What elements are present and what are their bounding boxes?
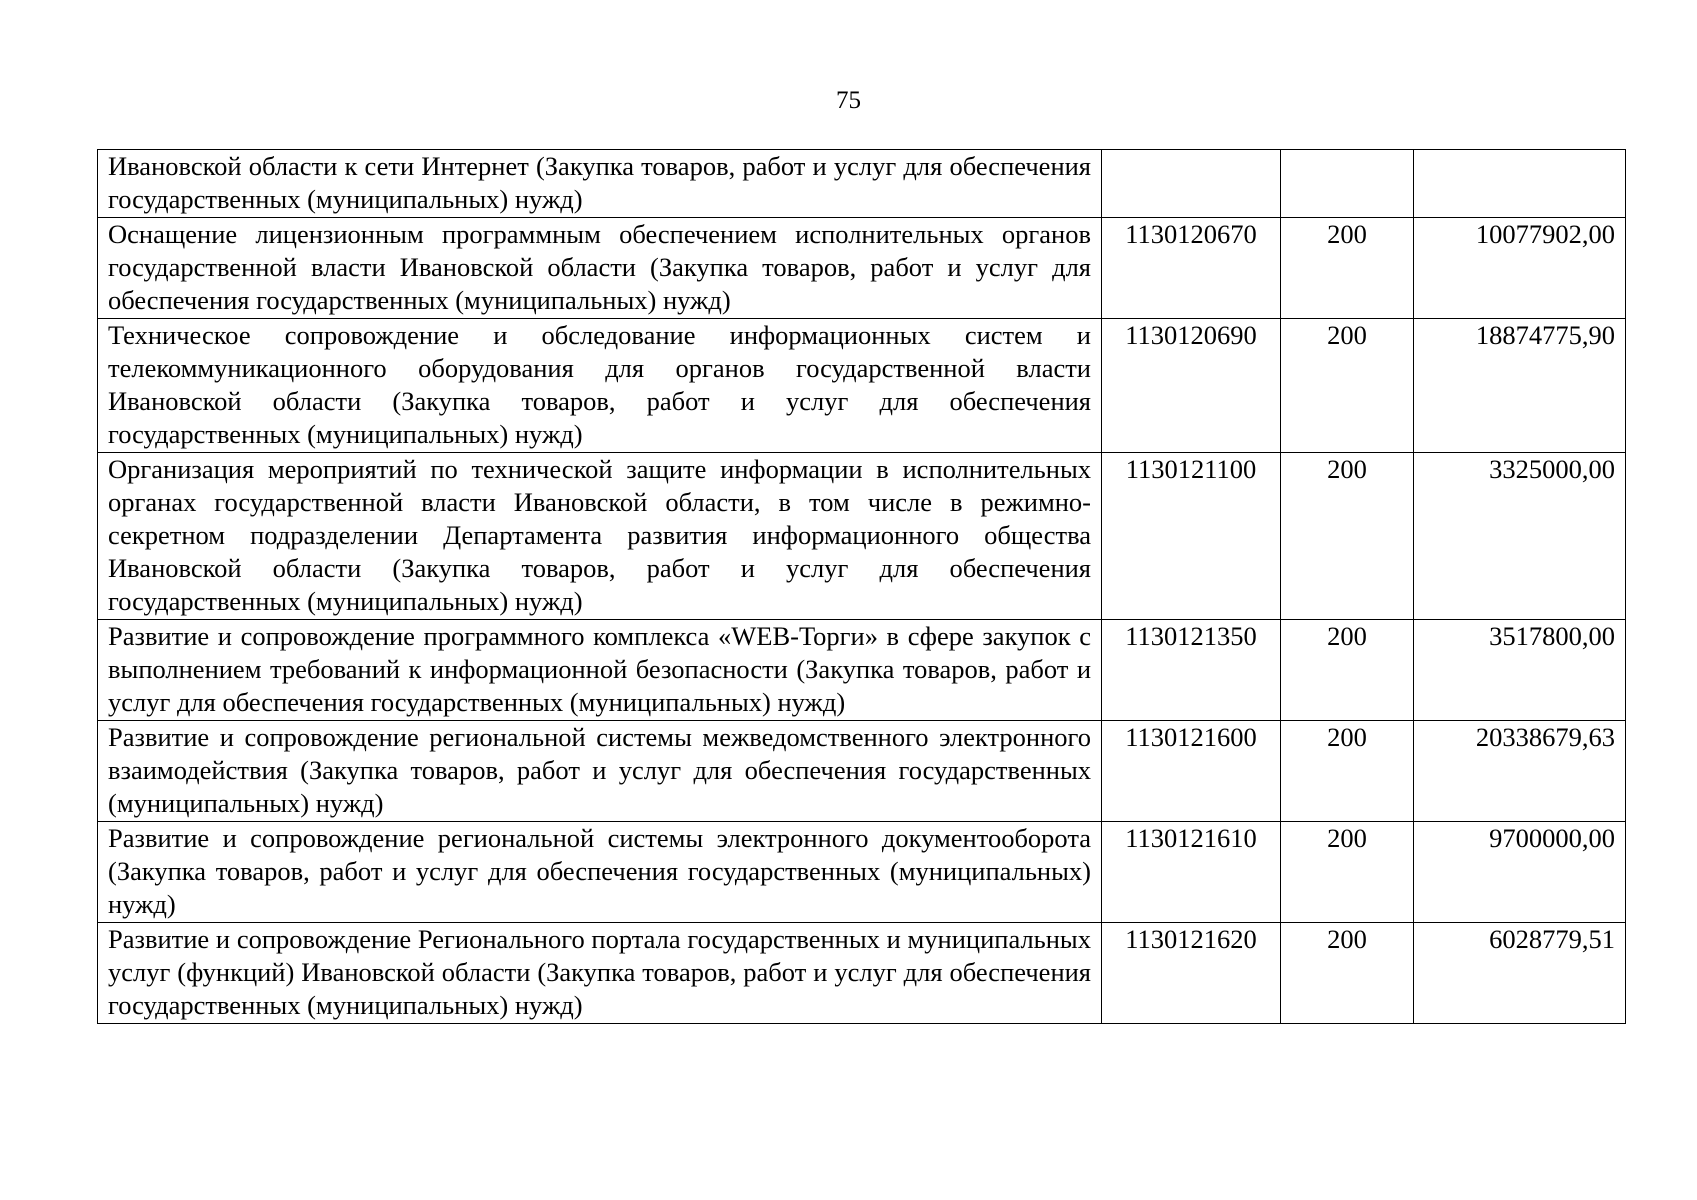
target-article-code: 1130121350 xyxy=(1102,620,1281,721)
page-number: 75 xyxy=(836,87,861,114)
expense-type-code: 200 xyxy=(1281,218,1414,319)
table-row xyxy=(98,620,1626,721)
table-row xyxy=(98,319,1626,453)
target-article-code: 1130121100 xyxy=(1102,453,1281,620)
target-article-code: 1130120690 xyxy=(1102,319,1281,453)
table-row xyxy=(98,218,1626,319)
amount-value: 3517800,00 xyxy=(1414,620,1626,721)
expense-type-code: 200 xyxy=(1281,822,1414,923)
table-row xyxy=(98,923,1626,1024)
amount-value xyxy=(1414,150,1626,218)
table-row xyxy=(98,453,1626,620)
expense-description: Организация мероприятий по технической защите информации в исполнительных органах государственной власти Ивановской области, в том числе в режимно-секретном подразделении Департамента развития информационного общества Ивановской области (Закупка товаров, работ и услуг для обеспечения государственных (муниципальных) нужд) xyxy=(98,453,1102,620)
table-row xyxy=(98,150,1626,218)
expense-description: Развитие и сопровождение региональной системы электронного документооборота (Закупка товаров, работ и услуг для обеспечения государственных (муниципальных) нужд) xyxy=(98,822,1102,923)
amount-value: 20338679,63 xyxy=(1414,721,1626,822)
expense-description: Техническое сопровождение и обследование информационных систем и телекоммуникационного оборудования для органов государственной власти Ивановской области (Закупка товаров, работ и услуг для обеспечения государственных (муниципальных) нужд) xyxy=(98,319,1102,453)
budget-table xyxy=(97,149,1626,1024)
expense-description: Ивановской области к сети Интернет (Закупка товаров, работ и услуг для обеспечения государственных (муниципальных) нужд) xyxy=(98,150,1102,218)
expense-type-code xyxy=(1281,150,1414,218)
target-article-code: 1130120670 xyxy=(1102,218,1281,319)
amount-value: 9700000,00 xyxy=(1414,822,1626,923)
amount-value: 6028779,51 xyxy=(1414,923,1626,1024)
amount-value: 18874775,90 xyxy=(1414,319,1626,453)
amount-value: 10077902,00 xyxy=(1414,218,1626,319)
expense-description: Развитие и сопровождение региональной системы межведомственного электронного взаимодействия (Закупка товаров, работ и услуг для обеспечения государственных (муниципальных) нужд) xyxy=(98,721,1102,822)
expense-description: Развитие и сопровождение программного комплекса «WEB-Торги» в сфере закупок с выполнением требований к информационной безопасности (Закупка товаров, работ и услуг для обеспечения государственных (муниципальных) нужд) xyxy=(98,620,1102,721)
expense-description: Оснащение лицензионным программным обеспечением исполнительных органов государственной власти Ивановской области (Закупка товаров, работ и услуг для обеспечения государственных (муниципальных) нужд) xyxy=(98,218,1102,319)
table-row xyxy=(98,721,1626,822)
amount-value: 3325000,00 xyxy=(1414,453,1626,620)
expense-type-code: 200 xyxy=(1281,923,1414,1024)
target-article-code: 1130121600 xyxy=(1102,721,1281,822)
target-article-code: 1130121610 xyxy=(1102,822,1281,923)
expense-type-code: 200 xyxy=(1281,319,1414,453)
target-article-code: 1130121620 xyxy=(1102,923,1281,1024)
expense-description: Развитие и сопровождение Регионального портала государственных и муниципальных услуг (функций) Ивановской области (Закупка товаров, работ и услуг для обеспечения государственных (муниципальных) нужд) xyxy=(98,923,1102,1024)
table-row xyxy=(98,822,1626,923)
expense-type-code: 200 xyxy=(1281,721,1414,822)
target-article-code xyxy=(1102,150,1281,218)
expense-type-code: 200 xyxy=(1281,453,1414,620)
expense-type-code: 200 xyxy=(1281,620,1414,721)
